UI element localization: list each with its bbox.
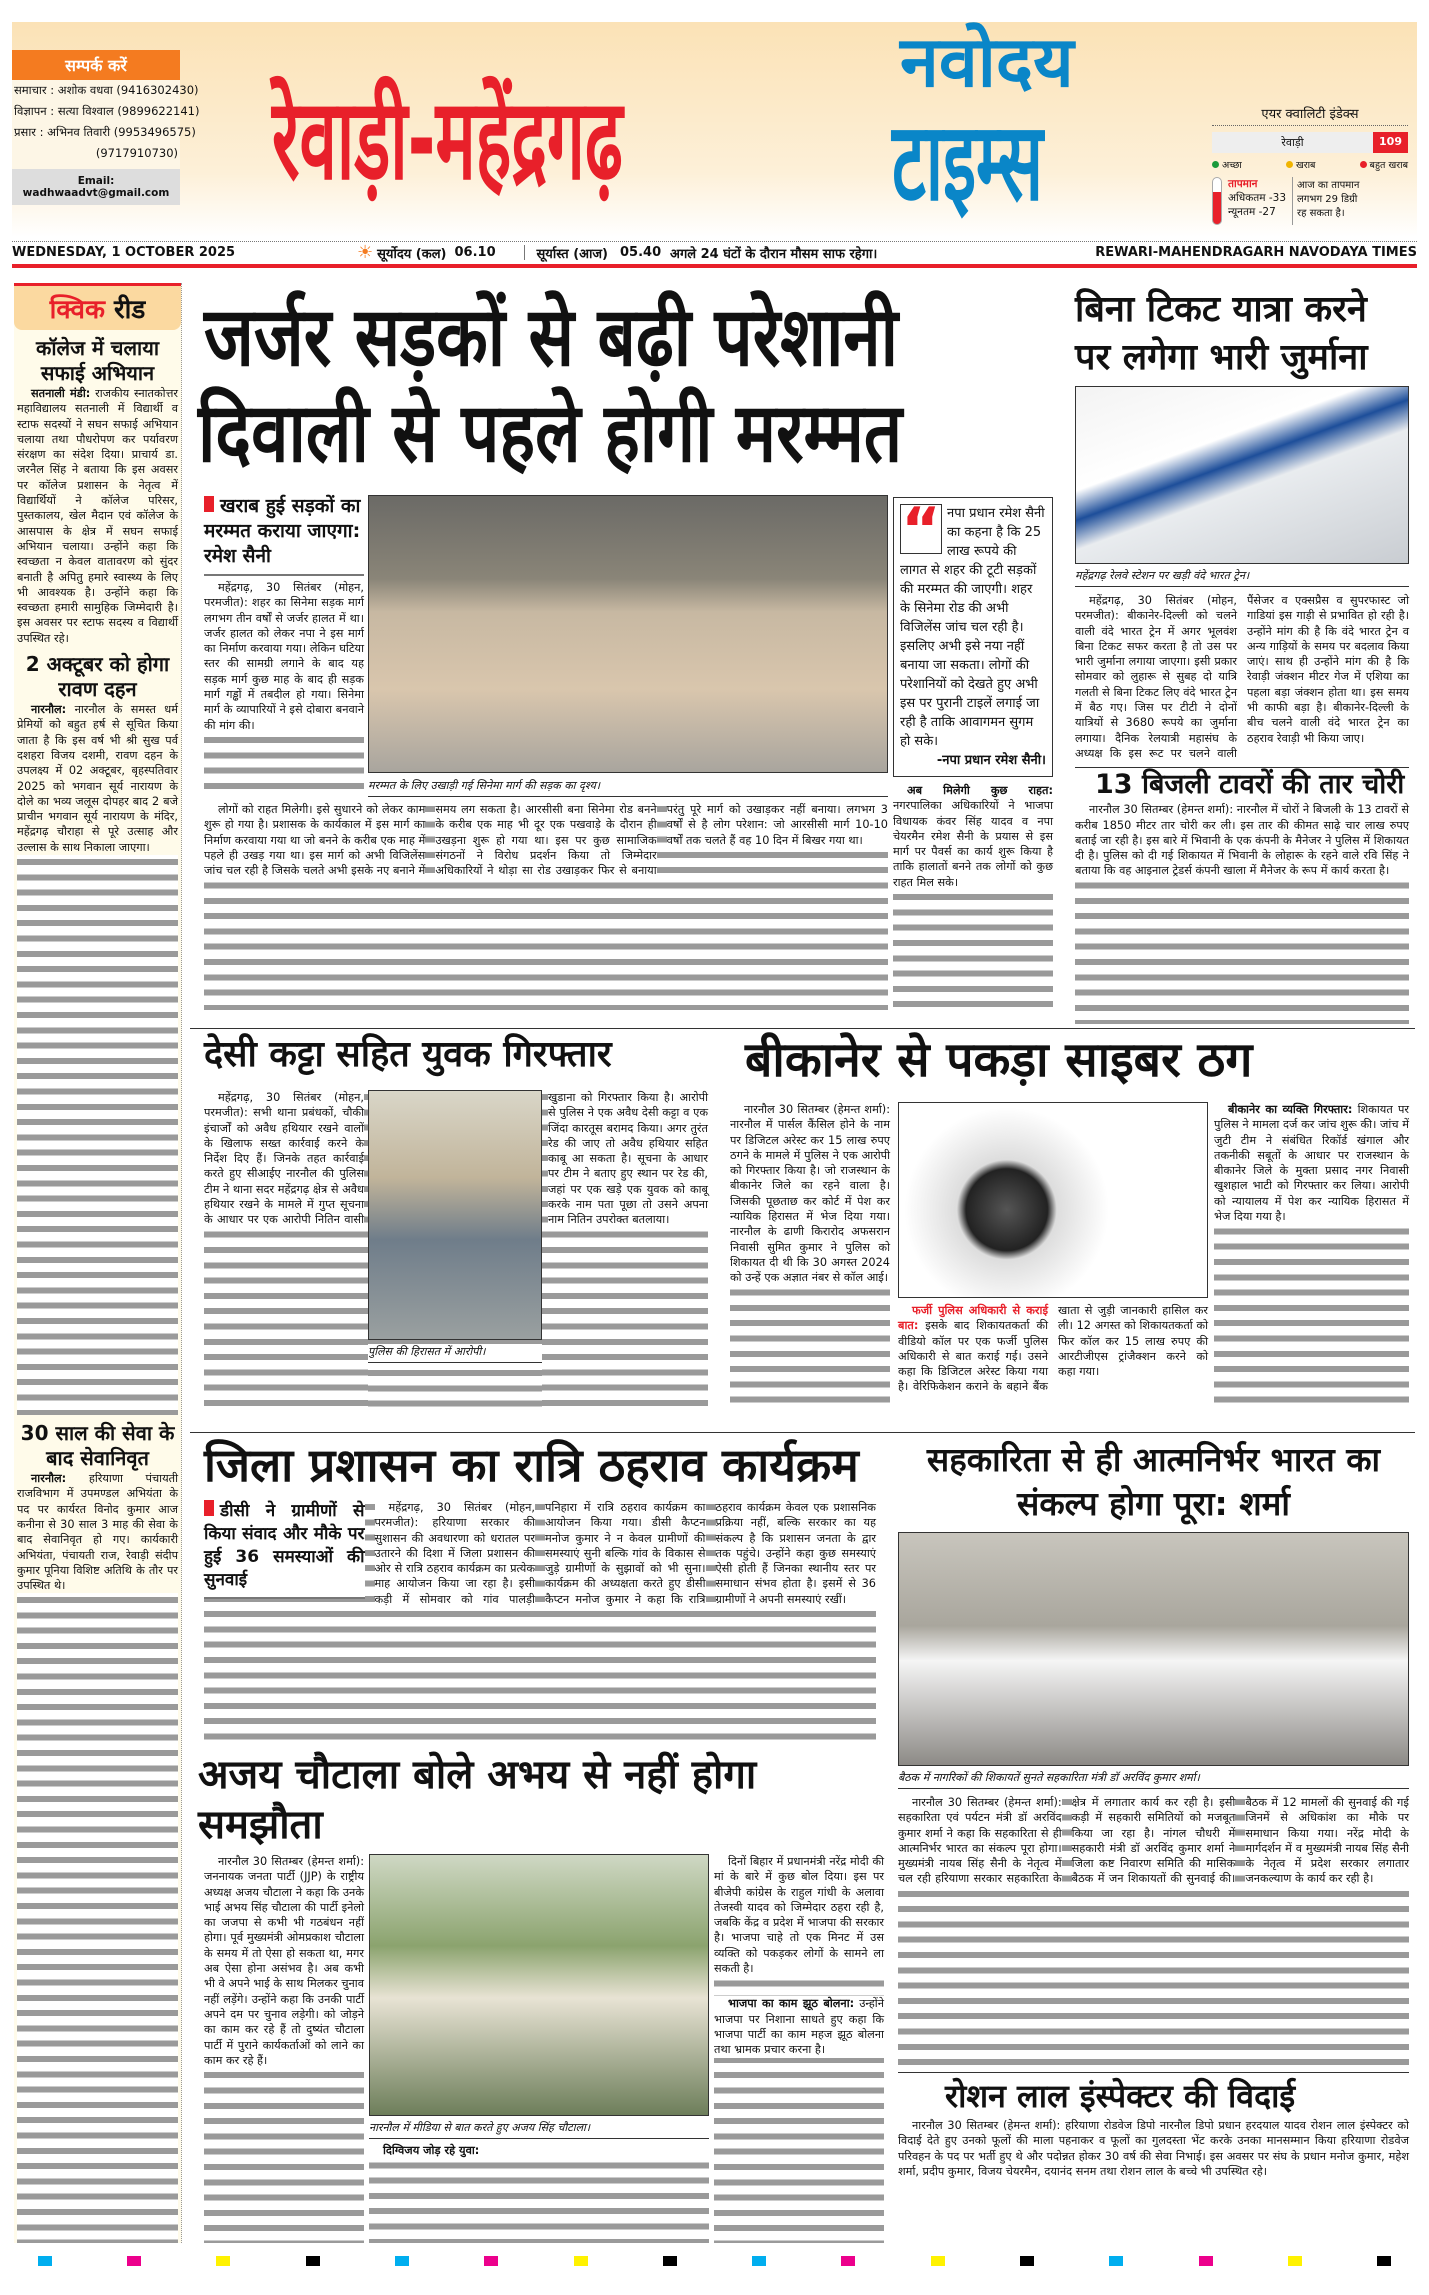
chautala-photo-caption: नारनौल में मीडिया से बात करते हुए अजय सिंह चौटाला।	[369, 2120, 709, 2139]
good-dot-icon	[1212, 161, 1219, 168]
text-texture	[17, 855, 178, 1415]
train-photo	[1075, 386, 1409, 564]
road-photo-caption: मरम्मत के लिए उखाड़ी गई सिनेमा मार्ग की सड़क का दृश्य।	[368, 778, 888, 797]
sunset-label: सूर्यास्त (आज)	[536, 246, 609, 262]
quick-read-column	[14, 283, 182, 2243]
air-quality-widget	[1212, 104, 1408, 225]
night-stay-headline: जिला प्रशासन का रात्रि ठहराव कार्यक्रम	[204, 1438, 859, 1492]
farewell-text: नारनौल 30 सितम्बर (हेमन्त शर्मा): हरियाणा रोडवेज डिपो नारनौल डिपो प्रधान हरदयाल यादव रोशन लाल इंस्पेक्टर को विदाई देते हुए उनको फूलों की माला पहनाकर व फूलों का गुलदस्ता भेंट करके उनका मानसम्मान किया हरियाणा रोडवेज परिवहन के पद पर भर्ती हुए थे और पदोन्नत होकर 30 वर्ष की सेवा निभाई। इस अवसर पर संघ के प्रधान मनोज कुमार, महेश शर्मा, प्रदीप कुमार, विजय चेयरमैन, दयानंद सनम तथा रोशन लाल के बच्चे भी उपस्थित रहे।	[898, 2119, 1409, 2178]
newspaper-title-bottom: टाइम्स	[892, 100, 1043, 225]
sunrise-label: सूर्योदय (कल)	[377, 246, 447, 262]
sunrise-time: 06.10	[455, 245, 525, 260]
night-stay-text: महेंद्रगढ़, 30 सितंबर (मोहन, परमजीत): हरियाणा सरकार की सुशासन की अवधारणा को धरातल पर उतारने की दिशा में जिला प्रशासन की ओर से रात्रि ठहराव कार्यक्रम का प्रत्येक माह आयोजन किया जा रहा है। इसी कड़ी में सोमवार को गांव पालड़ी पनिहारा में रात्रि ठहराव कार्यक्रम का आयोजन किया गया। डीसी कैप्टन मनोज कुमार ने न केवल ग्रामीणों की समस्याएं सुनी बल्कि गांव के विकास से जुड़े ग्रामीणों के सुझावों को भी सुना। कार्यक्रम की अध्यक्षता करते हुए डीसी कैप्टन मनोज कुमार ने कहा कि रात्रि ठहराव कार्यक्रम केवल एक प्रशासनिक प्रक्रिया नहीं, बल्कि सरकार का यह संकल्प है कि प्रशासन जनता के द्वार तक पहुंचे। उन्होंने कहा कुछ समस्याएं ऐसी होती हैं जिनका स्थानीय स्तर पर समाधान संभव होता है। इसमें से 36 ग्रामीणों ने अपनी समस्याएं रखीं।	[374, 1501, 876, 1606]
bad-dot-icon	[1286, 161, 1293, 168]
brief-headline: कॉलेज में चलाया सफाई अभियान	[35, 336, 160, 385]
quick-read-red: क्विक	[49, 295, 105, 325]
brief-headline: 30 साल की सेवा के बाद सेवानिवृत	[20, 1421, 175, 1471]
paper-name-english: REWARI-MAHENDRAGARH NAVODAYA TIMES	[1095, 245, 1417, 260]
cyber-subhead-2: बीकानेर का व्यक्ति गिरफ्तार:	[1228, 1103, 1353, 1116]
chautala-subhead: दिग्विजय जोड़ रहे युवा:	[383, 2144, 480, 2157]
brief-dateline: नारनौल:	[31, 1472, 67, 1486]
contact-ads: विज्ञापन : सत्या विश्वाल (9899622141)	[14, 104, 200, 118]
quote-text: नपा प्रधान रमेश सैनी का कहना है कि 25 लाख रूपये की लागत से शहर की टूटी सड़कों की मरम्मत की जाएगी। शहर के सिनेमा रोड की अभी विजिलेंस जांच चल रही है। इसलिए अभी इसे नया नहीं बनाया जा सकता। लोगों की परेशानियों को देखते हुए अभी इस पर पुरानी टाइलें लगाई जा रही है ताकि आवागमन सुगम हो सके।	[900, 506, 1045, 749]
very-bad-dot-icon	[1360, 161, 1367, 168]
aqi-legend-bad: खराब	[1295, 160, 1316, 171]
brief-headline: 2 अक्टूबर को होगा रावण दहन	[25, 652, 170, 702]
meeting-photo	[898, 1532, 1409, 1766]
print-color-bar	[0, 2256, 1429, 2266]
handcuffs-photo	[898, 1102, 1208, 1298]
aqi-legend-very-bad: बहुत खराब	[1369, 160, 1408, 171]
lead-text: महेंद्रगढ़, 30 सितंबर (मोहन, परमजीत): शहर का सिनेमा सड़क मार्ग लगभग तीन वर्षों से जर्जर हालत में था। जर्जर हालत को लेकर नपा ने इस मार्ग का निर्माण करवाया गया। लेकिन घटिया स्तर की सामग्री लगाने के बाद यह सड़क मार्ग कुछ माह के बाद ही सड़क मार्ग गड्ढों में तबदील हो गया। सिनेमा मार्ग के व्यापारियों ने इसे दोबारा बनवाने की मांग की।	[204, 581, 364, 732]
lead-headline-2: दिवाली से पहले होगी मरम्मत	[198, 386, 903, 481]
quick-read-title	[14, 283, 181, 330]
aqi-title: एयर क्वालिटी इंडेक्स	[1212, 104, 1408, 126]
coop-headline: सहकारिता से ही आत्मनिर्भर भारत का संकल्प होगा पूरा: शर्मा	[898, 1438, 1409, 1526]
masthead	[12, 22, 1417, 237]
meeting-photo-caption: बैठक में नागरिकों की शिकायतें सुनते सहकारिता मंत्री डॉ अरविंद कुमार शर्मा।	[898, 1770, 1409, 1789]
quote-box	[893, 497, 1053, 777]
cyber-subtext: इसके बाद शिकायतकर्ता की वीडियो कॉल पर एक फर्जी पुलिस अधिकारी से बात कराई गई। उसने कहा कि डिजिटल अरेस्ट किया गया है। वेरिफिकेशन कराने के बहाने बैंक खाता से जुड़ी जानकारी हासिल कर ली। 12 अगस्त को शिकायतकर्ता को फिर कॉल कर 15 लाख रुपए की आरटीजीएस ट्रांजैक्शन करने को कहा गया।	[898, 1304, 1208, 1394]
quote-mark-icon: “	[901, 495, 941, 565]
cyber-subtext-2: शिकायत पर पुलिस ने मामला दर्ज कर जांच शुरू की। जांच में जुटी टीम ने संबंधित रिकॉर्ड खंगाल और तकनीकी सबूतों के आधार पर राजस्थान के बीकानेर जिले के मुक्ता प्रसाद नगर निवासी खुशहाल भाटी को गिरफ्तार कर लिया। आरोपी को न्यायालय में पेश कर न्यायिक हिरासत में भेज दिया गया है।	[1214, 1103, 1409, 1224]
tower-text: नारनौल 30 सितम्बर (हेमन्त शर्मा): नारनौल में चोरों ने बिजली के 13 टावरों से करीब 1850 मीटर तार चोरी कर ली। इस तार की कीमत साढ़े चार लाख रुपए बताई जा रही है। इस बारे में भिवानी के एक कंपनी के मैनेजर ने पुलिस में शिकायत दी है। पुलिस को दी गई शिकायत में भिवानी के लोहारू के रहने वाले रवि सिंह ने बताया कि वह आइनाल ट्रेडर्स कंपनी खाला में मैनेजर के रूप में कार्य करता है।	[1075, 803, 1409, 878]
contact-title: सम्पर्क करें	[12, 50, 180, 80]
brief-text: राजकीय स्नातकोत्तर महाविद्यालय सतनाली में विद्यार्थी व स्टाफ सदस्यों ने सघन सफाई अभियान चलाया तथा पौधरोपण कर पर्यावरण संरक्षण का संदेश दिया। प्राचार्य डा. जरनैल सिंह ने बताया कि इस अवसर पर कॉलेज प्रशासन के नेतृत्व में विद्यार्थियों ने कॉलेज परिसर, पुस्तकालय, खेल मैदान एवं कॉलेज के आसपास के क्षेत्र में सघन सफाई अभियान चलाया। उन्होंने कहा कि स्वच्छता न केवल वातावरण को सुंदर बनाती है अपितु हमारे स्वास्थ्य के लिए भी आवश्यक है। उन्होंने कहा कि स्वच्छता हमारी सामुहिक जिम्मेदारी है। इस अवसर पर स्टाफ सदस्य व विद्यार्थी उपस्थित रहे।	[17, 387, 178, 645]
temp-note: आज का तापमान लगभग 29 डिग्री रह सकता है।	[1292, 177, 1362, 225]
thermometer-icon	[1212, 177, 1222, 225]
temp-min: न्यूनतम -27	[1228, 206, 1276, 218]
aqi-value: 109	[1373, 132, 1408, 153]
weather-forecast: अगले 24 घंटों के दौरान मौसम साफ रहेगा।	[670, 246, 878, 262]
chautala-headline: अजय चौटाला बोले अभय से नहीं होगा समझौता	[198, 1750, 888, 1850]
temp-label: तापमान	[1228, 178, 1258, 190]
police-photo	[368, 1090, 542, 1340]
train-photo-caption: महेंद्रगढ़ रेलवे स्टेशन पर खड़ी वंदे भारत ट्रेन।	[1075, 568, 1409, 587]
lead-relief-text: नगरपालिका अधिकारियों ने भाजपा विधायक कंवर सिंह यादव व नपा चेयरमैन रमेश सैनी के प्रयास से इस मार्ग पर पैवर्स का कार्य शुरू किया है ताकि हालातों बनने तक लोगों को कुछ राहत मिल सके।	[893, 799, 1053, 889]
gun-headline: देसी कट्टा सहित युवक गिरफ्तार	[204, 1034, 612, 1075]
temperature-widget	[1212, 177, 1408, 225]
contact-box	[12, 50, 200, 205]
chautala-text-2: दिनों बिहार में प्रधानमंत्री नरेंद्र मोदी की मां के बारे में कुछ बोल दिया। इस पर बीजेपी कांग्रेस के राहुल गांधी के अलावा तेजस्वी यादव को जिम्मेदार ठहरा रही है, जबकि केंद्र व प्रदेश में भाजपा की सरकार है। भाजपा चाहे तो एक मिनट में उस व्यक्ति को पकड़कर लोगों के सामने ला सकती है।	[714, 1855, 884, 1976]
road-photo	[368, 495, 888, 773]
chautala-subhead-2: भाजपा का काम झूठ बोलना:	[728, 1997, 855, 2011]
contact-circulation: प्रसार : अभिनव तिवारी (9953496575)	[14, 125, 196, 139]
date: WEDNESDAY, 1 OCTOBER 2025	[12, 245, 236, 260]
chautala-text-3: उन्होंने भाजपा पर निशाना साधते हुए कहा कि भाजपा पार्टी का काम महज झूठ बोलना तथा भ्रामक प्रचार करना है।	[714, 1997, 884, 2057]
quote-author: -नपा प्रधान रमेश सैनी।	[936, 753, 1046, 768]
train-headline: बिना टिकट यात्रा करने पर लगेगा भारी जुर्माना	[1075, 286, 1409, 382]
cyber-subhead: फर्जी पुलिस अधिकारी से कराई बात:	[898, 1304, 1048, 1333]
divider	[12, 264, 1417, 268]
cyber-text: नारनौल 30 सितम्बर (हेमन्त शर्मा): नारनौल में पार्सल कैंसिल होने के नाम पर डिजिटल अरेस्ट कर 15 लाख रुपए ठगने के मामले में पुलिस ने एक आरोपी को गिरफ्तार किया है। जो राजस्थान के बीकानेर जिले का रहने वाला है। जिसकी पूछताछ कर कोर्ट में पेश कर न्यायिक हिरासत में भेज दिया गया। नारनौल के ढाणी किरारोद अफसरान निवासी सुमित कुमार ने पुलिस को शिकायत दी थी कि 30 अगस्त 2024 को उन्हें एक अज्ञात नंबर से कॉल आई।	[730, 1103, 890, 1285]
date-bar	[12, 241, 1417, 263]
brief-dateline: नारनौल:	[31, 703, 67, 717]
night-stay-subhead: डीसी ने ग्रामीणों से किया संवाद और मौके पर हुई 36 समस्याओं की सुनवाई	[204, 1500, 365, 1599]
temp-max: अधिकतम -33	[1228, 192, 1287, 204]
brief-dateline: सतनाली मंडी:	[31, 387, 91, 400]
sun-icon: ☀	[357, 242, 374, 263]
lead-relief-head: अब मिलेगी कुछ राहत:	[907, 784, 1053, 797]
chautala-photo	[369, 1854, 709, 2116]
contact-circulation-2: (9717910730)	[95, 146, 178, 160]
quick-read-black: रीड	[114, 295, 146, 325]
tower-headline: 13 बिजली टावरों की तार चोरी	[1075, 768, 1409, 802]
newspaper-title-top: नवोदय	[900, 21, 1074, 103]
lead-subhead: खराब हुई सड़कों का मरम्मत कराया जाएगा: रमेश सैनी	[204, 494, 364, 576]
brief-text: नारनौल के समस्त धर्म प्रेमियों को बहुत हर्ष से सूचित किया जाता है कि इस वर्ष भी श्री सुख पर्व दशहरा विजय दशमी, रावण दहन के उपलक्ष्य में 02 अक्टूबर, बृहस्पतिवार 2025 को भगवान सूर्य नारायण के दोले का भव्य जलूस दोपहर बाद 2 बजे प्राचीन भगवान सूर्य नारायण के मंदिर, महेंद्रगढ़ चौराहा से पूरे उत्साह और उल्लास के साथ निकाला जाएगा।	[17, 703, 178, 854]
lead-text-continued: लोगों को राहत मिलेगी। इसे सुधारने को लेकर काम शुरू हो गया है। प्रशासक के कार्यकाल में इस मार्ग का निर्माण करवाया गया था जो बनने के करीब एक माह में पहले ही उखड़ गया था। इस मार्ग को अभी विजिलेंस जांच चल रही है जिसके चलते अभी इसके नए बनाने में समय लग सकता है। आरसीसी बना सिनेमा रोड बनने के करीब एक माह भी दूर एक पखवाड़े के दौरान ही उखड़ना शुरू हो गया था। इस पर कुछ सामाजिक संगठनों ने विरोध प्रदर्शन किया तो जिम्मेदार अधिकारियों ने थोड़ा सा रोड उखाड़कर फिर से बनाया परंतु पूरे मार्ग को उखाड़कर नहीं बनाया। लगभग 3 वर्षों से है लोग परेशान: जो आरसीसी मार्ग 10-10 वर्षों तक चलते हैं वह 10 दिन में बिखर गया था।	[204, 803, 888, 878]
aqi-legend-good: अच्छा	[1222, 160, 1242, 171]
gun-text: महेंद्रगढ़, 30 सितंबर (मोहन, परमजीत): सभी थाना प्रबंधकों, चौकी इंचार्जों को अवैध हथियार रखने वालों के खिलाफ सख्त कार्रवाई करने के निर्देश दिए हैं। जिनके तहत कार्रवाई करते हुए सीआईए नारनौल की पुलिस टीम ने थाना सदर महेंद्रगढ़ क्षेत्र से अवैध हथियार रखने के मामले में गुप्त सूचना के आधार पर एक आरोपी नितिन वासी खुडाना को गिरफ्तार किया है। आरोपी से पुलिस ने एक अवैध देसी कट्टा व एक जिंदा कारतूस बरामद किया। अगर तुरंत रेड की जाए तो अवैध हथियार सहित काबू आ सकता है। सूचना के आधार पर टीम ने बताए हुए स्थान पर रेड की, जहां पर एक खड़े एक युवक को काबू करके नाम पता पूछा तो उसने अपना नाम नितिन उपरोक्त बतलाया।	[204, 1091, 708, 1227]
lead-headline-1: जर्जर सड़कों से बढ़ी परेशानी	[204, 290, 899, 385]
police-photo-caption: पुलिस की हिरासत में आरोपी।	[368, 1344, 542, 1363]
farewell-headline: रोशन लाल इंस्पेक्टर की विदाई	[945, 2077, 1296, 2115]
sunset-time: 05.40	[620, 245, 662, 260]
newspaper-title: रेवाड़ी-महेंद्रगढ़	[272, 75, 623, 205]
contact-email: Email: wadhwaadvt@gmail.com	[12, 169, 180, 205]
cyber-headline: बीकानेर से पकड़ा साइबर ठग	[745, 1032, 1253, 1088]
brief-text: हरियाणा पंचायती राजविभाग में उपमण्डल अभियंता के पद पर कार्यरत विनोद कुमार आज कनीना से 30 साल 3 माह की सेवा के बाद सेवानिवृत हो गए। कार्यकारी अभियंता, पंचायती राज, रेवाड़ी संदीप कुमार पूनिया विशिष्ट अतिथि के तौर पर उपस्थित थे।	[17, 1472, 178, 1593]
contact-news: समाचार : अशोक वधवा (9416302430)	[14, 83, 199, 97]
coop-text: नारनौल 30 सितम्बर (हेमन्त शर्मा): सहकारिता एवं पर्यटन मंत्री डॉ अरविंद कुमार शर्मा ने कहा कि सहकारिता से ही आत्मनिर्भर भारत का संकल्प पूरा होगा। मुख्यमंत्री नायब सिंह सैनी के नेतृत्व में चल रही हरियाणा सरकार सहकारिता के क्षेत्र में लगातार कार्य कर रही है। इसी कड़ी में सहकारी समितियों को मजबूत किया जा रहा है। नांगल चौधरी में सहकारी मंत्री डॉ अरविंद कुमार शर्मा ने जिला कष्ट निवारण समिति की मासिक बैठक में जन शिकायतों की सुनवाई की। बैठक में 12 मामलों की सुनवाई की गई जिनमें से अधिकांश का मौके पर समाधान किया गया। नरेंद्र मोदी के मार्गदर्शन में व मुख्यमंत्री नायब सिंह सैनी के नेतृत्व में प्रदेश सरकार लगातार जनकल्याण के कार्य कर रही है।	[898, 1796, 1409, 1886]
chautala-text: नारनौल 30 सितम्बर (हेमन्त शर्मा): जननायक जनता पार्टी (JJP) के राष्ट्रीय अध्यक्ष अजय चौटाला ने कहा कि उनके भाई अभय सिंह चौटाला की पार्टी इनेलो का जजपा से कभी भी गठबंधन नहीं होगा। पूर्व मुख्यमंत्री ओमप्रकाश चौटाला के समय में तो ऐसा हो सकता था, मगर अब ऐसा होना असंभव है। अब कभी भी वे अपने भाई के साथ मिलकर चुनाव नहीं लड़ेंगे। उन्होंने कहा कि उनकी पार्टी अपने दम पर चुनाव लड़ेगी। को जोड़ने का काम कर रहे हैं तो दुष्यंत चौटाला पार्टी में पुराने कार्यकर्ताओं को लाने का काम कर रहे हैं।	[204, 1855, 364, 2067]
text-texture	[17, 1593, 178, 2243]
aqi-city: रेवाड़ी	[1212, 132, 1373, 153]
train-text: महेंद्रगढ़, 30 सितंबर (मोहन, परमजीत): बीकानेर-दिल्ली को चलने वाली वंदे भारत ट्रेन में अगर भूलवंश बिना टिकट सफर करता है तो उस पर भारी जुर्माना लगाया जाएगा। इसी प्रकार सोमवार को लुहारू से सुबह दो यात्रि गलती से बिना टिकट लिए वंदे भारत ट्रेन में बैठ गए। जिस पर टीटी ने दोनों यात्रियों से 3680 रूपये का जुर्माना लगाया। दैनिक रेलयात्री महासंघ के अध्यक्ष कि इस रूट पर चलने वाली पैंसेजर व एक्सप्रैस व सुपरफास्ट जो गाडियां इस गाड़ी से प्रभावित हो रही है। उन्होंने मांग की है कि वंदे भारत ट्रेन व अन्य गाड़ियों के समय पर बदलाव किया जाएं। साथ ही उन्होंने मांग की है कि रेवाड़ी जंक्शन मीटर गेज में एशिया का पहला बड़ा जंक्शन होता था। इस समय भी काफी बड़ा है। बीकानेर-दिल्ली के बीच चलने वाली वंदे भारत ट्रेन का ठहराव रेवाड़ी भी किया जाए।	[1075, 594, 1409, 760]
text-texture	[368, 1366, 542, 1410]
